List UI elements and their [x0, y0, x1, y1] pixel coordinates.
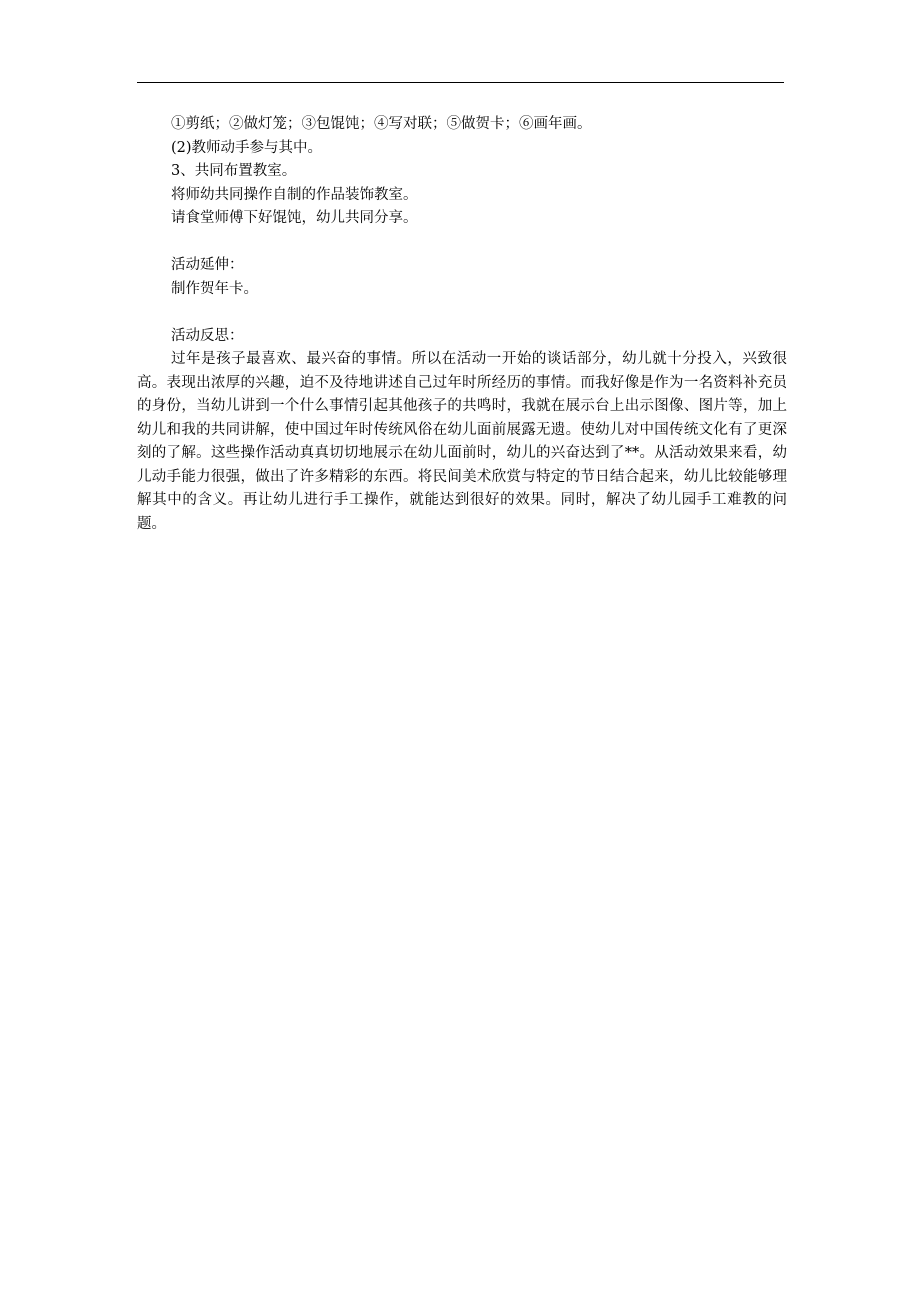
- document-body: [137, 113, 797, 536]
- teacher-participation-line: (2)教师动手参与其中。: [171, 139, 323, 156]
- activity-list-line: ①剪纸；②做灯笼；③包馄饨；④写对联；⑤做贺卡；⑥画年画。: [171, 116, 592, 132]
- spacer: [137, 231, 797, 255]
- extension-text: 制作贺年卡。: [171, 280, 258, 297]
- extension-heading: 活动延伸：: [171, 257, 244, 273]
- spacer: [137, 301, 797, 325]
- reflection-heading: 活动反思：: [171, 327, 244, 344]
- reflection-paragraph: 过年是孩子最喜欢、最兴奋的事情。所以在活动一开始的谈话部分，幼儿就十分投入，兴致很高。表现出浓厚的兴趣，迫不及待地讲述自己过年时所经历的事情。而我好像是作为一名资料补充员的身份，当幼儿讲到一个什么事情引起其他孩子的共鸣时，我就在展示台上出示图像、图片等，加上幼儿和我的共同讲解，使中国过年时传统风俗在幼儿面前展露无遗。使幼儿对中国传统文化有了更深刻的了解。这些操作活动真真切切地展示在幼儿面前时，幼儿的兴奋达到了**。从活动效果来看，幼儿动手能力很强，做出了许多精彩的东西。将民间美术欣赏与特定的节日结合起来，幼儿比较能够理解其中的含义。再让幼儿进行手工操作，就能达到很好的效果。同时，解决了幼儿园手工难教的问题。: [137, 351, 787, 532]
- share-wonton-line: 请食堂师傅下好馄饨，幼儿共同分享。: [171, 210, 418, 226]
- step-3-heading: 3、共同布置教室。: [171, 163, 297, 179]
- header-rule: [137, 82, 784, 83]
- decorate-classroom-line: 将师幼共同操作自制的作品装饰教室。: [171, 186, 418, 203]
